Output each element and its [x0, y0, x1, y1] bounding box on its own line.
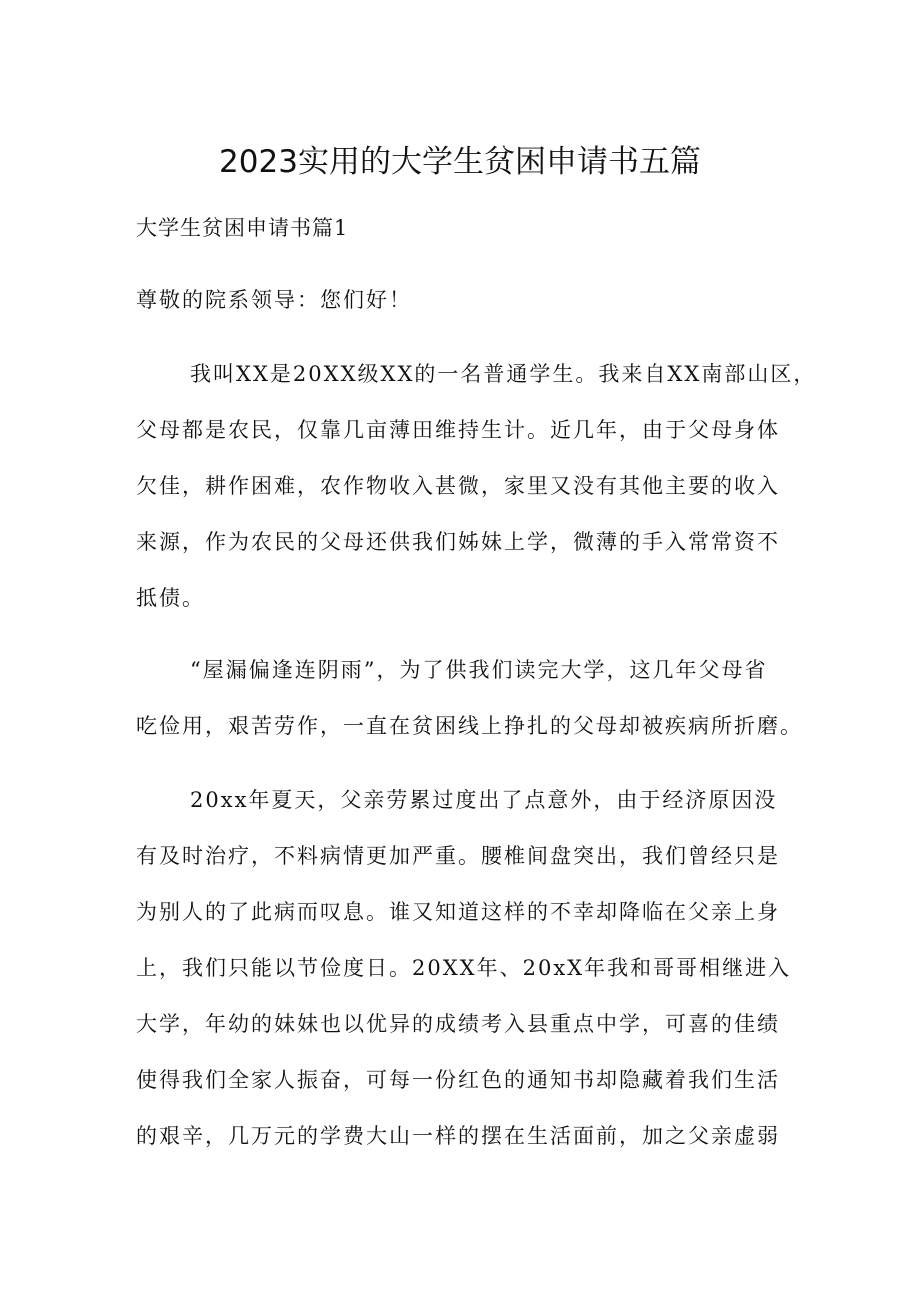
paragraph-line: 来源，作为农民的父母还供我们姊妹上学，微薄的手入常常资不: [136, 530, 780, 554]
paragraph-line: “屋漏偏逢连阴雨”，为了供我们读完大学，这几年父母省: [190, 658, 768, 682]
paragraph-line: 欠佳，耕作困难，农作物收入甚微，家里又没有其他主要的收入: [136, 474, 780, 498]
paragraph-line: 父母都是农民，仅靠几亩薄田维持生计。近几年，由于父母身体: [136, 418, 780, 442]
salutation: 尊敬的院系领导：您们好！: [136, 288, 412, 312]
paragraph-line: 有及时治疗，不料病情更加严重。腰椎间盘突出，我们曾经只是: [136, 844, 780, 868]
paragraph-line: 20xx年夏天，父亲劳累过度出了点意外，由于经济原因没: [190, 788, 778, 812]
paragraph-line: 使得我们全家人振奋，可每一份红色的通知书却隐藏着我们生活: [136, 1068, 780, 1092]
section-heading: 大学生贫困申请书篇1: [136, 216, 349, 240]
paragraph-line: 抵债。: [136, 586, 205, 610]
paragraph-line: 上，我们只能以节俭度日。20XX年、20xX年我和哥哥相继进入: [136, 956, 792, 980]
paragraph-line: 我叫XX是20XX级XX的一名普通学生。我来自XX南部山区，: [190, 362, 817, 386]
paragraph-line: 的艰辛，几万元的学费大山一样的摆在生活面前，加之父亲虚弱: [136, 1124, 780, 1148]
paragraph-line: 吃俭用，艰苦劳作，一直在贫困线上挣扎的父母却被疾病所折磨。: [136, 714, 803, 738]
document-title: 2023实用的大学生贫困申请书五篇: [219, 144, 701, 180]
paragraph-line: 大学，年幼的妹妹也以优异的成绩考入县重点中学，可喜的佳绩: [136, 1012, 780, 1036]
paragraph-line: 为别人的了此病而叹息。谁又知道这样的不幸却降临在父亲上身: [136, 900, 780, 924]
